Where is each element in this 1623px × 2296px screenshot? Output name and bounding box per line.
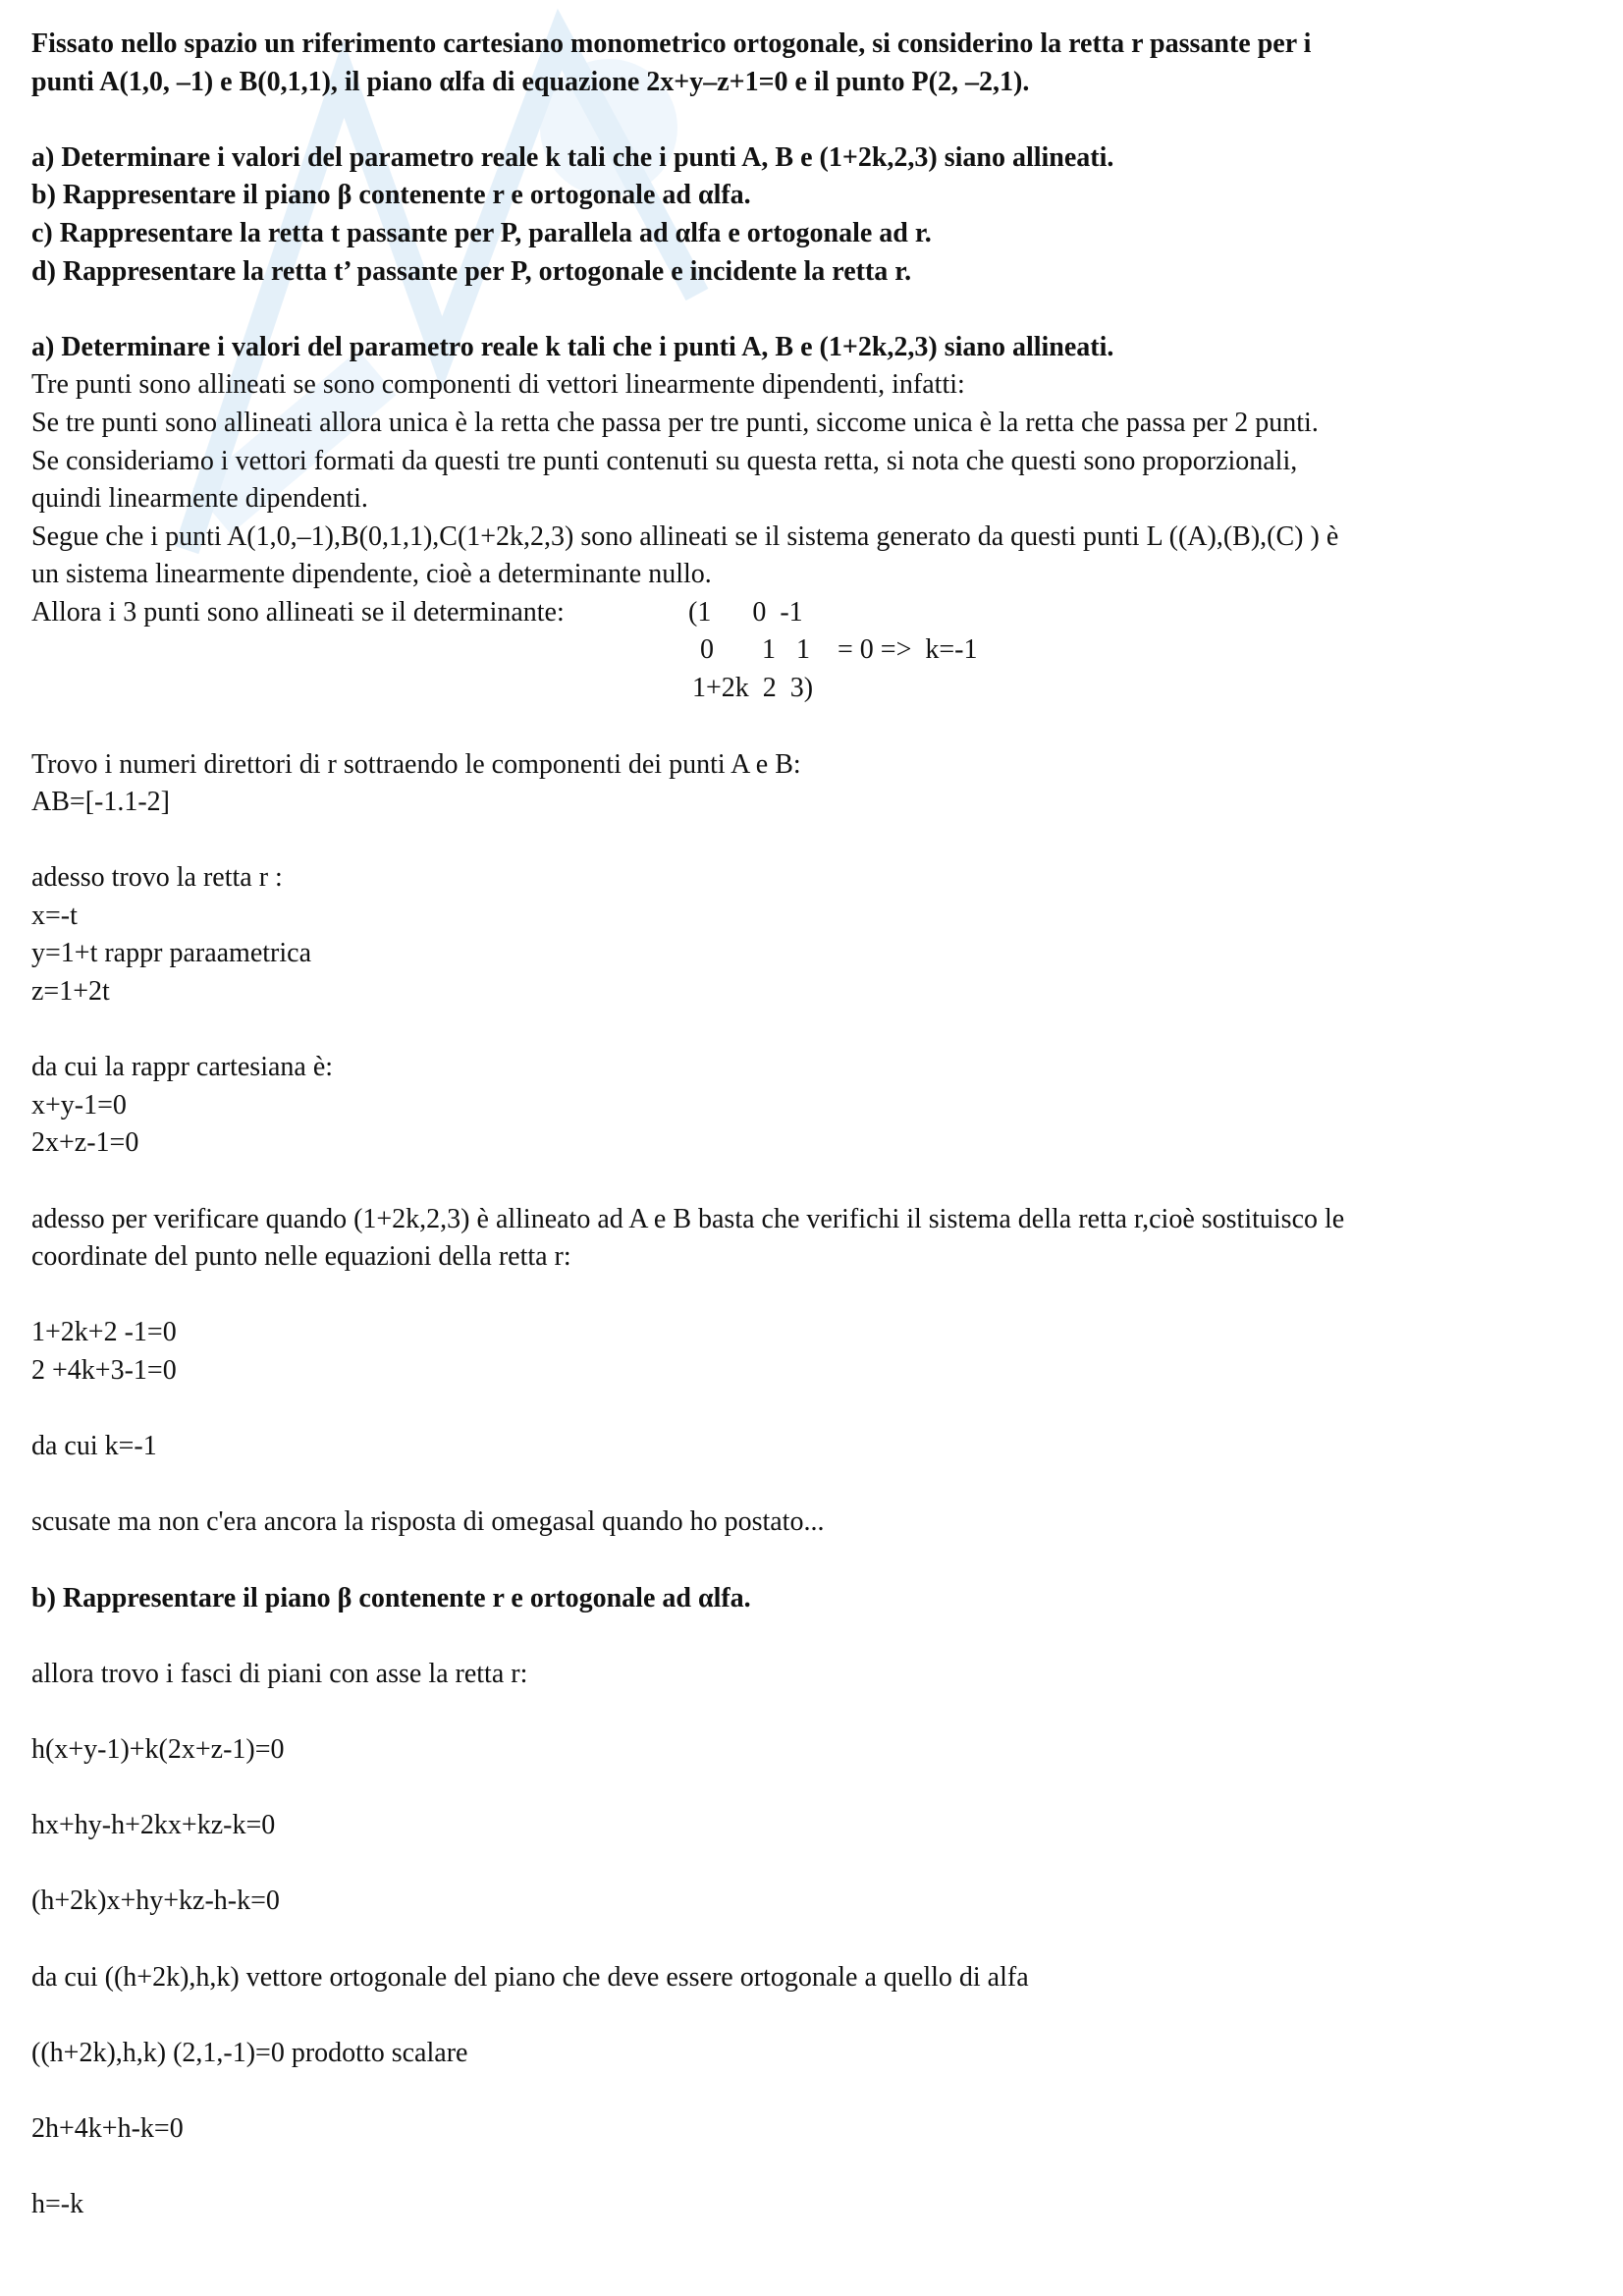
document-page	[31, 26, 1602, 2224]
part-b-heading: b) Rappresentare il piano β contenente r e ortogonale ad αlfa.	[31, 1582, 751, 1613]
paragraph: quindi linearmente dipendenti.	[31, 483, 368, 515]
determinant-block	[31, 594, 1602, 708]
paragraph: Se consideriamo i vettori formati da questi tre punti contenuti su questa retta, si nota che questi sono proporzionali,	[31, 445, 1298, 476]
formula: 2x+z-1=0	[31, 1127, 139, 1159]
question-a: a) Determinare i valori del parametro reale k tali che i punti A, B e (1+2k,2,3) siano allineati.	[31, 141, 1114, 173]
question-c: c) Rappresentare la retta t passante per P, parallela ad αlfa e ortogonale ad r.	[31, 217, 932, 248]
formula: x+y-1=0	[31, 1089, 127, 1121]
formula: 2 +4k+3-1=0	[31, 1355, 177, 1386]
problem-line-2: punti A(1,0, –1) e B(0,1,1), il piano αlfa di equazione 2x+y–z+1=0 e il punto P(2, –2,1).	[31, 66, 1030, 97]
formula: 2h+4k+h-k=0	[31, 2112, 184, 2144]
formula: (h+2k)x+hy+kz-h-k=0	[31, 1886, 280, 1917]
paragraph: Trovo i numeri direttori di r sottraendo le componenti dei punti A e B:	[31, 748, 801, 780]
formula: AB=[-1.1-2]	[31, 787, 170, 818]
problem-line-1: Fissato nello spazio un riferimento cartesiano monometrico ortogonale, si considerino la retta r passante per i	[31, 28, 1312, 59]
formula: 1+2k+2 -1=0	[31, 1317, 177, 1348]
formula: h(x+y-1)+k(2x+z-1)=0	[31, 1733, 285, 1765]
paragraph: Tre punti sono allineati se sono componenti di vettori linearmente dipendenti, infatti:	[31, 369, 965, 401]
part-a-heading: a) Determinare i valori del parametro reale k tali che i punti A, B e (1+2k,2,3) siano allineati.	[31, 331, 1114, 362]
paragraph: da cui k=-1	[31, 1431, 157, 1462]
paragraph: da cui la rappr cartesiana è:	[31, 1052, 334, 1083]
determinant-lead: Allora i 3 punti sono allineati se il determinante:	[31, 596, 565, 628]
formula: y=1+t rappr paraametrica	[31, 938, 311, 969]
formula: h=-k	[31, 2189, 84, 2220]
determinant-row-2: 0 1 1 = 0 => k=-1	[700, 633, 978, 665]
paragraph: allora trovo i fasci di piani con asse la retta r:	[31, 1658, 528, 1689]
paragraph: adesso per verificare quando (1+2k,2,3) è allineato ad A e B basta che verifichi il sistema della retta r,cioè sostituisco le	[31, 1203, 1345, 1234]
paragraph: Segue che i punti A(1,0,–1),B(0,1,1),C(1+2k,2,3) sono allineati se il sistema generato da questi punti L ((A),(B),(C) ) è	[31, 520, 1339, 552]
question-d: d) Rappresentare la retta t’ passante per P, ortogonale e incidente la retta r.	[31, 255, 912, 287]
formula: z=1+2t	[31, 976, 110, 1008]
paragraph: un sistema linearmente dipendente, cioè a determinante nullo.	[31, 559, 712, 590]
paragraph: Se tre punti sono allineati allora unica è la retta che passa per tre punti, siccome unica è la retta che passa per 2 punti.	[31, 407, 1319, 438]
paragraph: scusate ma non c'era ancora la risposta di omegasal quando ho postato...	[31, 1506, 825, 1538]
question-b: b) Rappresentare il piano β contenente r e ortogonale ad αlfa.	[31, 180, 751, 211]
determinant-row-3: 1+2k 2 3)	[692, 672, 814, 703]
paragraph: adesso trovo la retta r :	[31, 862, 283, 894]
formula: ((h+2k),h,k) (2,1,-1)=0 prodotto scalare	[31, 2037, 468, 2068]
paragraph: da cui ((h+2k),h,k) vettore ortogonale del piano che deve essere ortogonale a quello di alfa	[31, 1961, 1029, 1993]
formula: hx+hy-h+2kx+kz-k=0	[31, 1810, 276, 1841]
paragraph: coordinate del punto nelle equazioni della retta r:	[31, 1241, 571, 1273]
determinant-row-1: (1 0 -1	[688, 596, 803, 628]
formula: x=-t	[31, 900, 78, 931]
